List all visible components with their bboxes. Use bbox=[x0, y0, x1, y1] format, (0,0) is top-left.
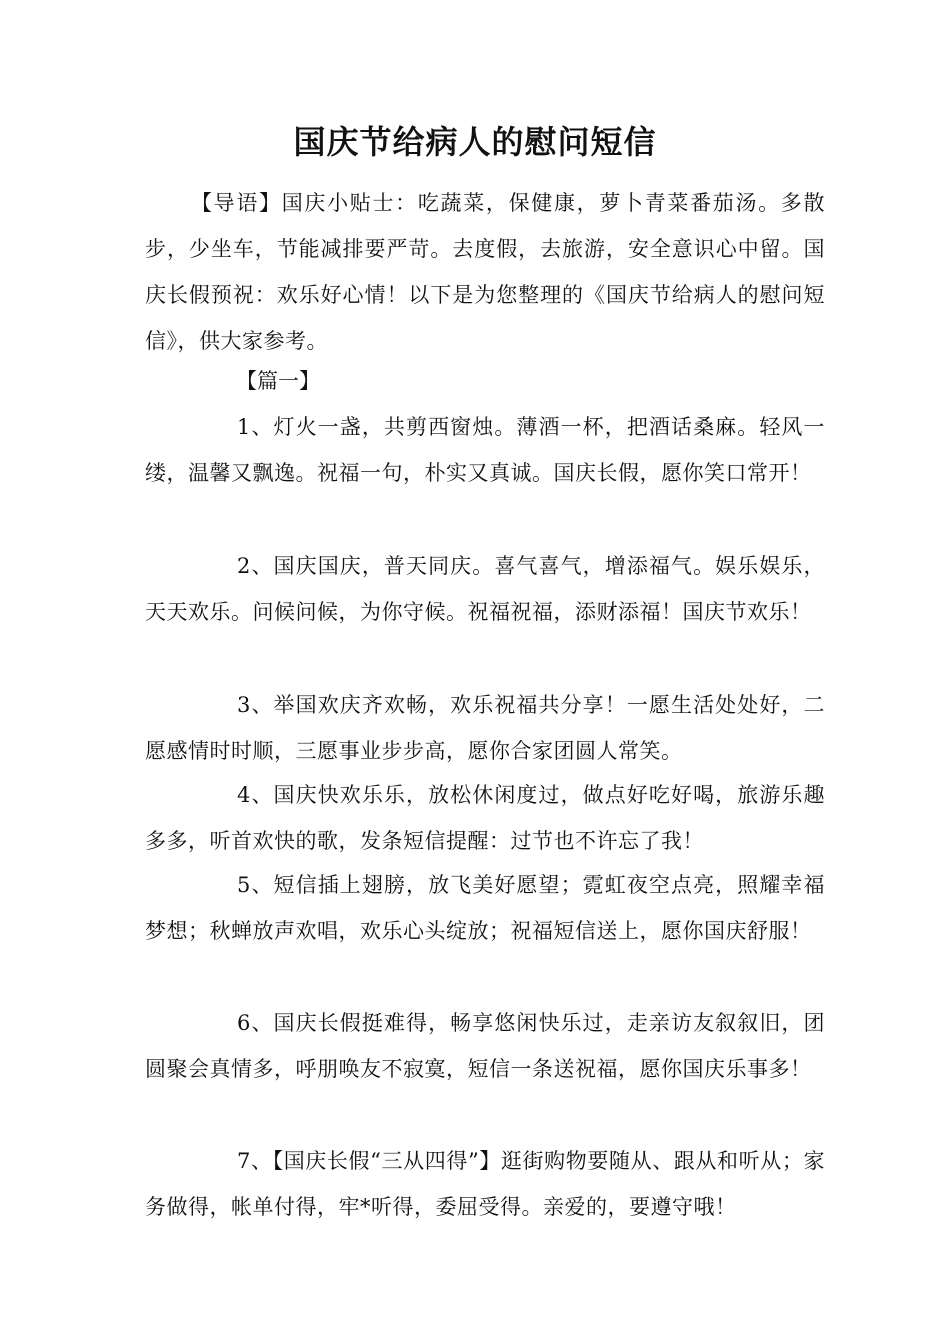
message-item-4: 4、国庆快欢乐乐，放松休闲度过，做点好吃好喝，旅游乐趣多多，听首欢快的歌，发条短信提醒：过节也不许忘了我！ bbox=[145, 783, 825, 853]
message-item-5: 5、短信插上翅膀，放飞美好愿望；霓虹夜空点亮，照耀幸福梦想；秋蝉放声欢唱，欢乐心头绽放；祝福短信送上，愿你国庆舒服！ bbox=[145, 873, 825, 943]
section-heading: 【篇一】 bbox=[236, 369, 320, 393]
message-item-1: 1、灯火一盏，共剪西窗烛。薄酒一杯，把酒话桑麻。轻风一缕，温馨又飘逸。祝福一句，朴实又真诚。国庆长假，愿你笑口常开！ bbox=[145, 415, 825, 485]
message-item-6: 6、国庆长假挺难得，畅享悠闲快乐过，走亲访友叙叙旧，团圆聚会真情多，呼朋唤友不寂寞，短信一条送祝福，愿你国庆乐事多！ bbox=[145, 1011, 825, 1081]
message-item-2: 2、国庆国庆，普天同庆。喜气喜气，增添福气。娱乐娱乐，天天欢乐。问候问候，为你守候。祝福祝福，添财添福！国庆节欢乐！ bbox=[145, 554, 825, 624]
intro-paragraph: 【导语】国庆小贴士：吃蔬菜，保健康，萝卜青菜番茄汤。多散步，少坐车，节能减排要严苛。去度假，去旅游，安全意识心中留。国庆长假预祝：欢乐好心情！以下是为您整理的《国庆节给病人的慰问短信》，供大家参考。 bbox=[145, 191, 825, 353]
message-item-7: 7、【国庆长假“三从四得”】逛街购物要随从、跟从和听从；家务做得，帐单付得，牢*听得，委屈受得。亲爱的，要遵守哦！ bbox=[145, 1149, 825, 1219]
document-title: 国庆节给病人的慰问短信 bbox=[293, 123, 657, 161]
message-item-3: 3、举国欢庆齐欢畅，欢乐祝福共分享！一愿生活处处好，二愿感情时时顺，三愿事业步步高，愿你合家团圆人常笑。 bbox=[145, 693, 825, 763]
